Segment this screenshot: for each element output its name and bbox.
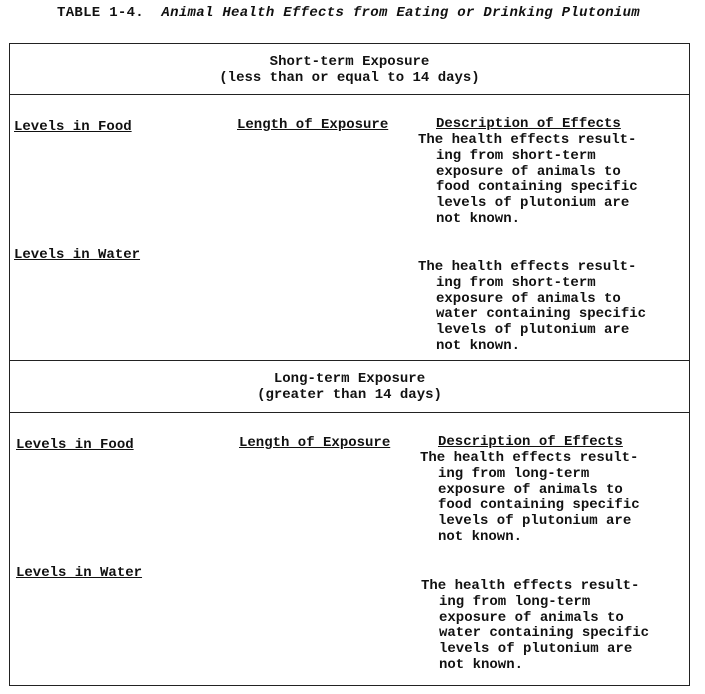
- text-line: food containing specific: [436, 179, 638, 196]
- text-line: not known.: [438, 528, 523, 545]
- text-line: The health effects result-: [418, 259, 637, 275]
- long-term-food-effects: [420, 451, 680, 546]
- table-title: [57, 5, 640, 21]
- text-line: exposure of animals to: [436, 163, 621, 180]
- column-length-of-exposure: Length of Exposure: [239, 435, 391, 451]
- text-line: exposure of animals to: [438, 481, 623, 498]
- long-term-water-effects: [421, 579, 681, 674]
- divider: [10, 94, 689, 95]
- table-number: TABLE 1-4.: [57, 5, 145, 21]
- text-line: ing from short-term: [436, 147, 596, 164]
- text-line: water containing specific: [436, 306, 647, 323]
- text-line: levels of plutonium are: [436, 322, 630, 339]
- text-line: levels of plutonium are: [436, 195, 630, 212]
- divider: [10, 412, 689, 413]
- column-description-of-effects: Description of Effects: [438, 434, 623, 450]
- column-levels-in-food: Levels in Food: [16, 437, 134, 453]
- row-levels-in-water: Levels in Water: [14, 247, 141, 263]
- text-line: ing from long-term: [438, 465, 590, 482]
- text-line: ing from long-term: [439, 593, 591, 610]
- short-term-subtitle: (less than or equal to 14 days): [219, 70, 480, 86]
- long-term-heading: [10, 371, 689, 403]
- text-line: exposure of animals to: [439, 609, 624, 626]
- text-line: exposure of animals to: [436, 290, 621, 307]
- text-line: levels of plutonium are: [439, 641, 633, 658]
- text-line: water containing specific: [439, 625, 650, 642]
- divider: [10, 360, 689, 361]
- effects-table: [9, 43, 690, 686]
- text-line: not known.: [436, 337, 521, 354]
- text-line: The health effects result-: [418, 132, 637, 148]
- text-line: not known.: [439, 656, 524, 673]
- text-line: The health effects result-: [421, 578, 640, 594]
- column-length-of-exposure: Length of Exposure: [237, 117, 389, 133]
- text-line: food containing specific: [438, 497, 640, 514]
- short-term-food-effects: [418, 133, 678, 228]
- long-term-title: Long-term Exposure: [273, 371, 426, 387]
- row-levels-in-water: Levels in Water: [16, 565, 143, 581]
- column-levels-in-food: Levels in Food: [14, 119, 132, 135]
- text-line: The health effects result-: [420, 450, 639, 466]
- text-line: ing from short-term: [436, 274, 596, 291]
- short-term-heading: [10, 54, 689, 86]
- column-description-of-effects: Description of Effects: [436, 116, 621, 132]
- text-line: not known.: [436, 210, 521, 227]
- short-term-water-effects: [418, 260, 678, 355]
- long-term-subtitle: (greater than 14 days): [257, 387, 442, 403]
- table-caption: Animal Health Effects from Eating or Drinking Plutonium: [161, 5, 640, 21]
- short-term-title: Short-term Exposure: [269, 54, 430, 70]
- text-line: levels of plutonium are: [438, 513, 632, 530]
